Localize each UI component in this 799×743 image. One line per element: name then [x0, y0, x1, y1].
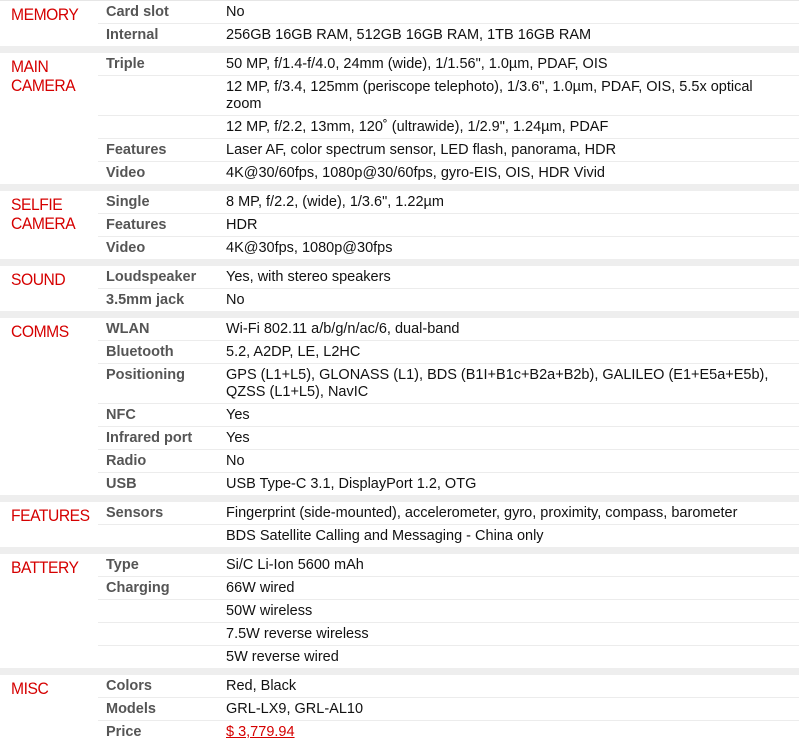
section-title: FEATURES	[11, 506, 90, 525]
spec-row	[98, 472, 799, 495]
spec-row	[98, 318, 799, 340]
spec-value: 12 MP, f/3.4, 125mm (periscope telephoto), 1/3.6", 1.0µm, PDAF, OIS, 5.5x optical zoom	[218, 75, 799, 115]
spec-value: 256GB 16GB RAM, 512GB 16GB RAM, 1TB 16GB RAM	[218, 23, 799, 46]
spec-row	[98, 115, 799, 138]
spec-value: 50 MP, f/1.4-f/4.0, 24mm (wide), 1/1.56", 1.0µm, PDAF, OIS	[226, 56, 608, 72]
spec-row	[98, 266, 799, 288]
spec-value: 4K@30fps, 1080p@30fps	[218, 236, 799, 259]
section-title: MAIN CAMERA	[11, 57, 76, 95]
spec-value: USB Type-C 3.1, DisplayPort 1.2, OTG	[218, 472, 799, 495]
spec-label: Colors	[106, 678, 152, 694]
section-title: MEMORY	[11, 5, 79, 24]
spec-label: Triple	[106, 56, 145, 72]
spec-row	[98, 576, 799, 599]
spec-value: 5.2, A2DP, LE, L2HC	[218, 340, 799, 363]
spec-value: Wi-Fi 802.11 a/b/g/n/ac/6, dual-band	[226, 321, 460, 337]
spec-section-misc	[0, 675, 799, 743]
spec-row	[98, 697, 799, 720]
spec-section-main-camera	[0, 53, 799, 191]
spec-row	[98, 23, 799, 46]
section-rows	[98, 266, 799, 311]
spec-value: No	[226, 4, 245, 20]
spec-value: 7.5W reverse wireless	[218, 622, 799, 645]
spec-label: Video	[98, 161, 218, 184]
spec-section-features	[0, 502, 799, 554]
spec-value: 8 MP, f/2.2, (wide), 1/3.6", 1.22µm	[226, 194, 444, 210]
spec-value: 4K@30/60fps, 1080p@30/60fps, gyro-EIS, OIS, HDR Vivid	[218, 161, 799, 184]
spec-value: 66W wired	[218, 576, 799, 599]
spec-row	[98, 502, 799, 524]
spec-label: Loudspeaker	[106, 269, 197, 285]
spec-label: Bluetooth	[98, 340, 218, 363]
spec-value: Yes	[218, 403, 799, 426]
spec-label: 3.5mm jack	[98, 288, 218, 311]
section-rows	[98, 318, 799, 495]
spec-label: Positioning	[98, 363, 218, 403]
spec-value: Red, Black	[226, 678, 297, 694]
section-rows	[98, 53, 799, 184]
spec-label: Card slot	[106, 4, 169, 20]
section-title: MISC	[11, 679, 49, 698]
spec-value: No	[218, 449, 799, 472]
spec-row	[98, 1, 799, 23]
price-cell	[218, 720, 799, 743]
spec-value: 50W wireless	[218, 599, 799, 622]
spec-section-selfie-camera	[0, 191, 799, 266]
section-title: COMMS	[11, 322, 69, 341]
spec-label: Features	[98, 138, 218, 161]
section-rows	[98, 502, 799, 547]
spec-label: Single	[106, 194, 150, 210]
spec-label: USB	[98, 472, 218, 495]
spec-value: GPS (L1+L5), GLONASS (L1), BDS (B1I+B1c+B2a+B2b), GALILEO (E1+E5a+E5b), QZSS (L1+L5), NavIC	[218, 363, 799, 403]
section-title: BATTERY	[11, 558, 79, 577]
spec-row	[98, 53, 799, 75]
spec-value: Si/C Li-Ion 5600 mAh	[226, 557, 364, 573]
spec-value: GRL-LX9, GRL-AL10	[218, 697, 799, 720]
section-rows	[98, 1, 799, 46]
spec-label: Sensors	[106, 505, 164, 521]
spec-label	[98, 645, 218, 668]
spec-section-sound	[0, 266, 799, 318]
section-title: SELFIE CAMERA	[11, 195, 76, 233]
spec-value: Fingerprint (side-mounted), accelerometer, gyro, proximity, compass, barometer	[226, 505, 738, 521]
spec-label: Charging	[98, 576, 218, 599]
spec-section-battery	[0, 554, 799, 675]
spec-value: Laser AF, color spectrum sensor, LED flash, panorama, HDR	[218, 138, 799, 161]
spec-label	[98, 622, 218, 645]
spec-label: Internal	[98, 23, 218, 46]
spec-label: NFC	[98, 403, 218, 426]
spec-row	[98, 449, 799, 472]
spec-row	[98, 720, 799, 743]
spec-row	[98, 645, 799, 668]
spec-label	[98, 599, 218, 622]
spec-row	[98, 138, 799, 161]
spec-value: No	[218, 288, 799, 311]
spec-row	[98, 675, 799, 697]
spec-row	[98, 554, 799, 576]
spec-label: Infrared port	[98, 426, 218, 449]
section-rows	[98, 191, 799, 259]
spec-label	[98, 524, 218, 547]
spec-value: 5W reverse wired	[218, 645, 799, 668]
spec-row	[98, 340, 799, 363]
spec-label	[98, 115, 218, 138]
spec-row	[98, 524, 799, 547]
spec-row	[98, 622, 799, 645]
spec-label: Features	[98, 213, 218, 236]
spec-value: Yes	[218, 426, 799, 449]
spec-row	[98, 599, 799, 622]
spec-row	[98, 403, 799, 426]
spec-label: Radio	[98, 449, 218, 472]
spec-row	[98, 426, 799, 449]
section-title: SOUND	[11, 270, 66, 289]
spec-label	[98, 75, 218, 115]
spec-row	[98, 191, 799, 213]
spec-value: HDR	[218, 213, 799, 236]
spec-section-memory	[0, 1, 799, 53]
section-rows	[98, 554, 799, 668]
spec-row	[98, 75, 799, 115]
spec-label: Type	[106, 557, 139, 573]
spec-value: Yes, with stereo speakers	[226, 269, 391, 285]
spec-row	[98, 213, 799, 236]
spec-label: Models	[98, 697, 218, 720]
price-link[interactable]: $ 3,779.94	[226, 724, 295, 740]
spec-label: Video	[98, 236, 218, 259]
spec-row	[98, 288, 799, 311]
spec-label: Price	[98, 720, 218, 743]
section-rows	[98, 675, 799, 743]
spec-section-comms	[0, 318, 799, 502]
spec-value: BDS Satellite Calling and Messaging - China only	[218, 524, 799, 547]
spec-row	[98, 161, 799, 184]
spec-row	[98, 363, 799, 403]
spec-label: WLAN	[106, 321, 150, 337]
spec-row	[98, 236, 799, 259]
spec-value: 12 MP, f/2.2, 13mm, 120˚ (ultrawide), 1/2.9", 1.24µm, PDAF	[218, 115, 799, 138]
